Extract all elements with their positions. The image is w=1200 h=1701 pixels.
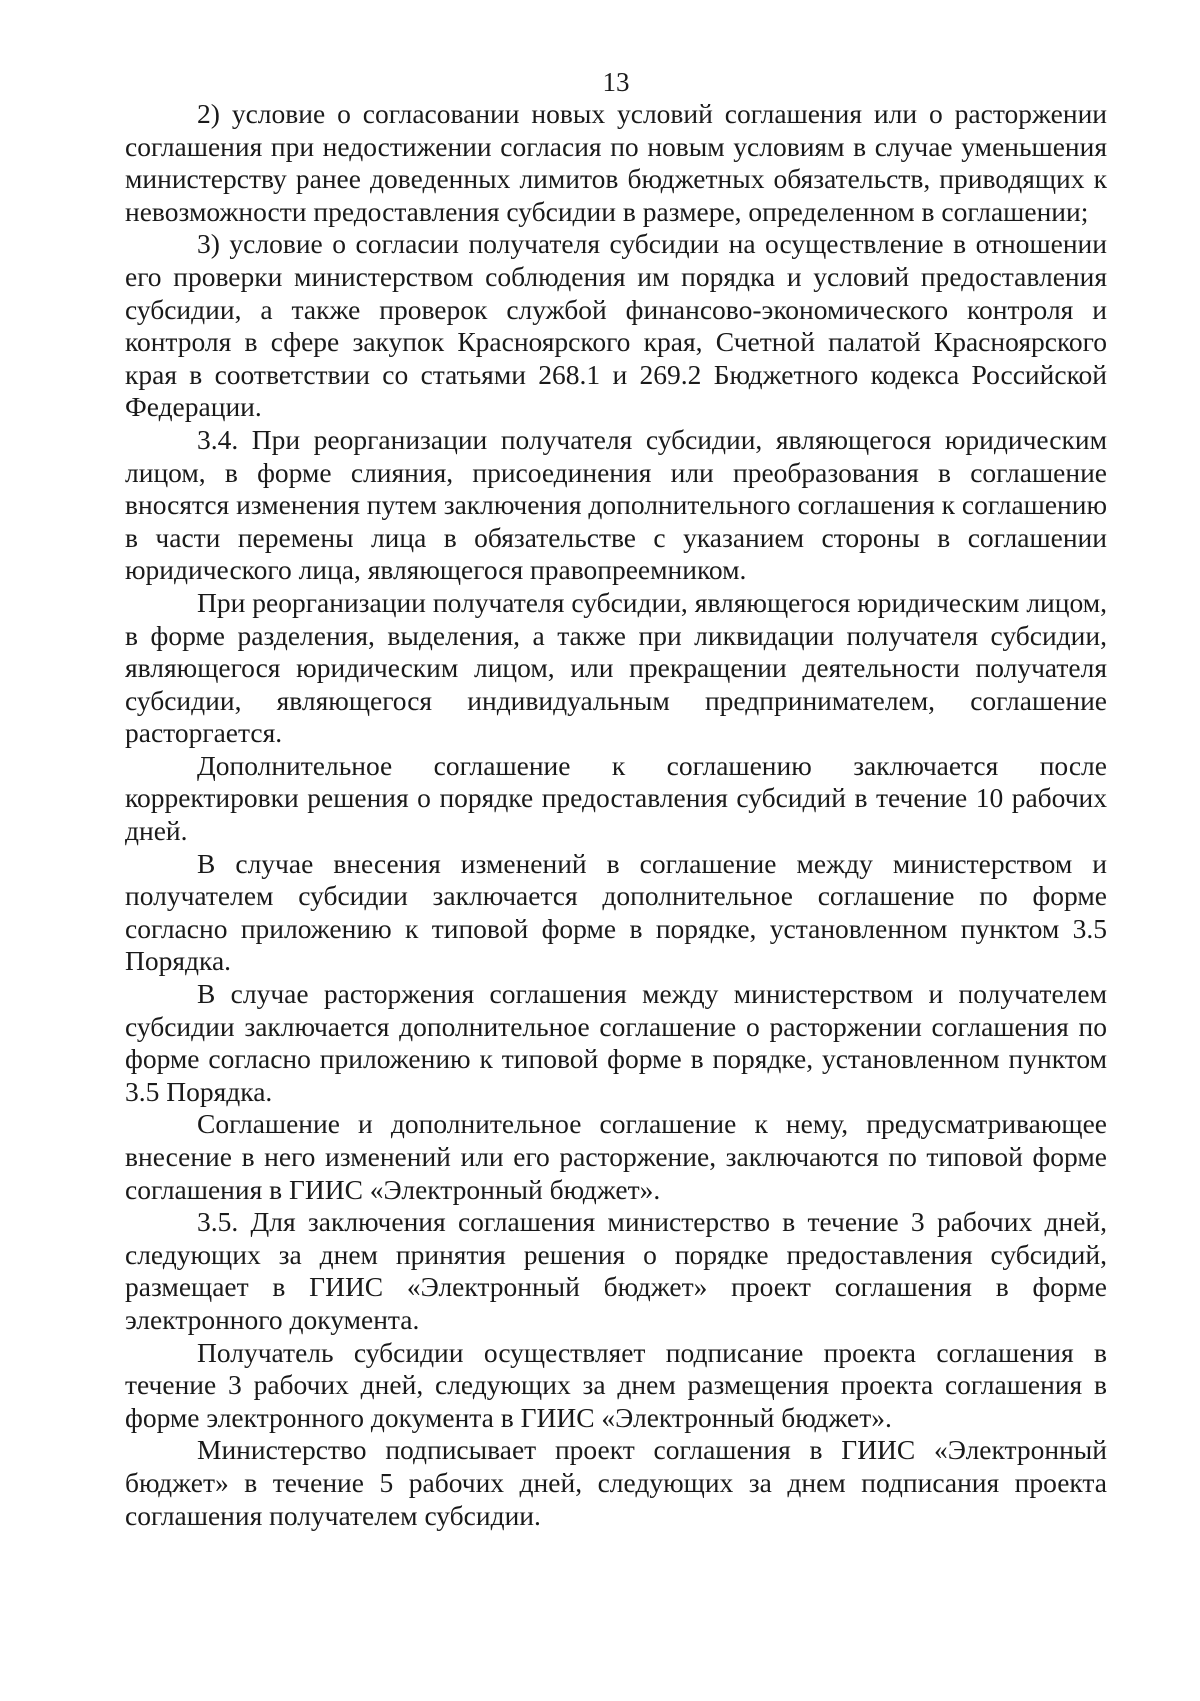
paragraph-termination: В случае расторжения соглашения между министерством и получателем субсидии заключается дополнительное соглашение о расторжении соглашения по форме согласно приложению к типовой форме в порядке, установленном пунктом 3.5 Порядка. <box>125 978 1107 1107</box>
paragraph-reorganization: При реорганизации получателя субсидии, являющегося юридическим лицом, в форме разделения, выделения, а также при ликвидации получателя субсидии, являющегося юридическим лицом, или прекращении деятельности получателя субсидии, являющегося индивидуальным предпринимателем, соглашение расторгается. <box>125 586 1107 749</box>
paragraph-condition-2: 2) условие о согласовании новых условий соглашения или о расторжении соглашения при недостижении согласия по новым условиям в случае уменьшения министерству ранее доведенных лимитов бюджетных обязательств, приводящих к невозможности предоставления субсидии в размере, определенном в соглашении; <box>125 98 1107 227</box>
page-number: 13 <box>602 67 630 97</box>
paragraph-ministry-signing: Министерство подписывает проект соглашения в ГИИС «Электронный бюджет» в течение 5 рабочих дней, следующих за днем подписания проекта соглашения получателем субсидии. <box>125 1434 1107 1531</box>
paragraph-3-5: 3.5. Для заключения соглашения министерство в течение 3 рабочих дней, следующих за днем принятия решения о порядке предоставления субсидий, размещает в ГИИС «Электронный бюджет» проект соглашения в форме электронного документа. <box>125 1206 1107 1335</box>
document-body <box>125 98 1107 1532</box>
paragraph-condition-3: 3) условие о согласии получателя субсидии на осуществление в отношении его проверки министерством соблюдения им порядка и условий предоставления субсидии, а также проверок службой финансово-экономического контроля и контроля в сфере закупок Красноярского края, Счетной палатой Красноярского края в соответствии со статьями 268.1 и 269.2 Бюджетного кодекса Российской Федерации. <box>125 228 1107 423</box>
paragraph-recipient-signing: Получатель субсидии осуществляет подписание проекта соглашения в течение 3 рабочих дней, следующих за днем размещения проекта соглашения в форме электронного документа в ГИИС «Электронный бюджет». <box>125 1336 1107 1433</box>
paragraph-additional-agreement: Дополнительное соглашение к соглашению заключается после корректировки решения о порядке предоставления субсидий в течение 10 рабочих дней. <box>125 749 1107 847</box>
paragraph-3-4: 3.4. При реорганизации получателя субсидии, являющегося юридическим лицом, в форме слияния, присоединения или преобразования в соглашение вносятся изменения путем заключения дополнительного соглашения к соглашению в части перемены лица в обязательстве с указанием стороны в соглашении юридического лица, являющегося правопреемником. <box>125 423 1108 586</box>
paragraph-typical-form: Соглашение и дополнительное соглашение к нему, предусматривающее внесение в него изменений или его расторжение, заключаются по типовой форме соглашения в ГИИС «Электронный бюджет». <box>125 1108 1107 1205</box>
paragraph-amendments: В случае внесения изменений в соглашение между министерством и получателем субсидии заключается дополнительное соглашение по форме согласно приложению к типовой форме в порядке, установленном пунктом 3.5 Порядка. <box>125 847 1107 977</box>
